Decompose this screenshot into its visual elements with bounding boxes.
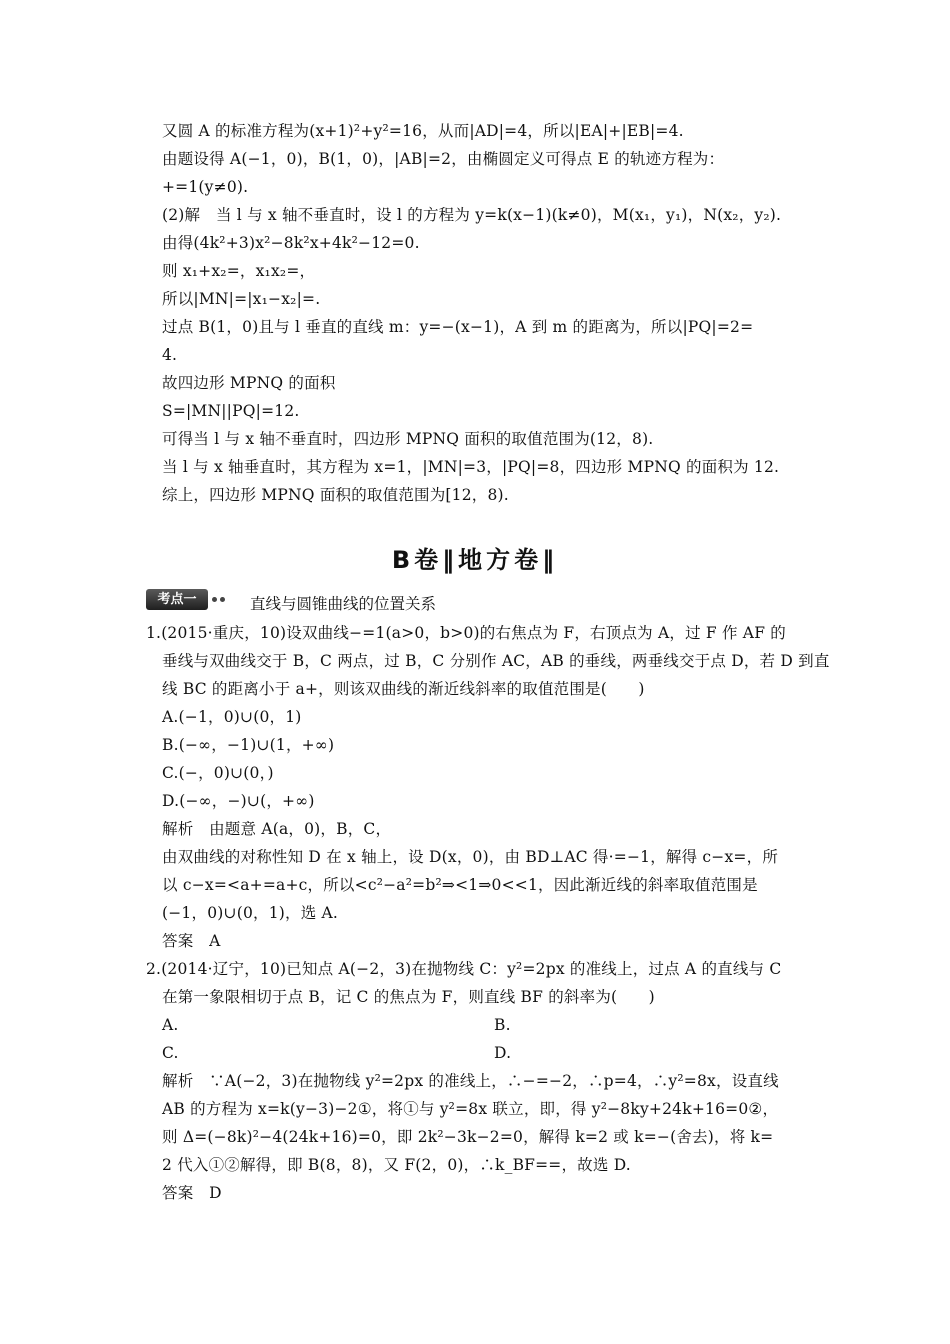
analysis-line: 解析 ∵A(−2，3)在抛物线 y²=2px 的准线上，∴−=−2，∴p=4，∴y²=8x，设直线 [162,1072,779,1090]
analysis-line: 由双曲线的对称性知 D 在 x 轴上，设 D(x，0)，由 BD⊥AC 得·=−1，解得 c−x=，所 [162,848,779,866]
tag-dot-icon [212,597,217,602]
option-a: A. [162,1016,179,1034]
problem-line: 在第一象限相切于点 B，记 C 的焦点为 F，则直线 BF 的斜率为( ) [162,988,655,1006]
option-b: B. [494,1016,511,1034]
tag-dot-icon [220,597,225,602]
option-a: A.(−1，0)∪(0，1) [162,708,302,726]
solution-line: 4. [162,346,178,364]
solution-line: 综上，四边形 MPNQ 面积的取值范围为[12，8). [162,486,509,504]
answer-line: 答案 D [162,1184,222,1202]
solution-line: 故四边形 MPNQ 的面积 [162,374,336,392]
analysis-line: AB 的方程为 x=k(y−3)−2①，将①与 y²=8x 联立，即，得 y²−8ky+24k+16=0②， [162,1100,779,1118]
analysis-line: 2 代入①②解得，即 B(8，8)，又 F(2，0)，∴k_BF==，故选 D. [162,1156,631,1174]
solution-line: 由得(4k²+3)x²−8k²x+4k²−12=0. [162,234,420,252]
problem-line: 2.(2014·辽宁，10)已知点 A(−2，3)在抛物线 C：y²=2px 的准线上，过点 A 的直线与 C [146,960,782,978]
option-c: C.(−，0)∪(0，) [162,764,274,782]
topic-tag-label: 考点一 [146,589,208,610]
solution-line: 又圆 A 的标准方程为(x+1)²+y²=16，从而|AD|=4，所以|EA|+|EB|=4. [162,122,684,140]
analysis-line: 以 c−x=<a+=a+c，所以<c²−a²=b²⇒<1⇒0<<1，因此渐近线的斜率取值范围是 [162,876,758,894]
solution-line: 当 l 与 x 轴垂直时，其方程为 x=1，|MN|=3，|PQ|=8，四边形 MPNQ 的面积为 12. [162,458,780,476]
option-d: D. [494,1044,512,1062]
solution-line: (2)解 当 l 与 x 轴不垂直时，设 l 的方程为 y=k(x−1)(k≠0)，M(x₁，y₁)，N(x₂，y₂). [162,206,782,224]
solution-line: 则 x₁+x₂=，x₁x₂=， [162,262,316,280]
solution-line: 由题设得 A(−1，0)，B(1，0)，|AB|=2，由椭圆定义可得点 E 的轨迹方程为： [162,150,725,168]
solution-line: 过点 B(1，0)且与 l 垂直的直线 m：y=−(x−1)，A 到 m 的距离为，所以|PQ|=2= [162,318,754,336]
solution-line: S=|MN||PQ|=12. [162,402,300,420]
analysis-line: (−1，0)∪(0，1)，选 A. [162,904,339,922]
answer-line: 答案 A [162,932,221,950]
topic-tag [146,589,232,610]
problem-line: 垂线与双曲线交于 B，C 两点，过 B，C 分别作 AC，AB 的垂线，两垂线交于点 D，若 D 到直 [162,652,830,670]
topic-title: 直线与圆锥曲线的位置关系 [250,595,437,613]
analysis-line: 解析 由题意 A(a，0)，B，C， [162,820,392,838]
solution-line: +=1(y≠0). [162,178,249,196]
option-c: C. [162,1044,179,1062]
solution-line: 所以|MN|=|x₁−x₂|=. [162,290,321,308]
analysis-line: 则 Δ=(−8k)²−4(24k+16)=0，即 2k²−3k−2=0，解得 k=2 或 k=−(舍去)，将 k= [162,1128,774,1146]
option-d: D.(−∞，−)∪(，+∞) [162,792,315,810]
section-title: B卷‖地方卷‖ [391,546,559,574]
solution-line: 可得当 l 与 x 轴不垂直时，四边形 MPNQ 面积的取值范围为(12，8). [162,430,654,448]
problem-line: 线 BC 的距离小于 a+，则该双曲线的渐近线斜率的取值范围是( ) [162,680,645,698]
option-b: B.(−∞，−1)∪(1，+∞) [162,736,335,754]
problem-line: 1.(2015·重庆，10)设双曲线−=1(a>0，b>0)的右焦点为 F，右顶点为 A，过 F 作 AF 的 [146,624,786,642]
